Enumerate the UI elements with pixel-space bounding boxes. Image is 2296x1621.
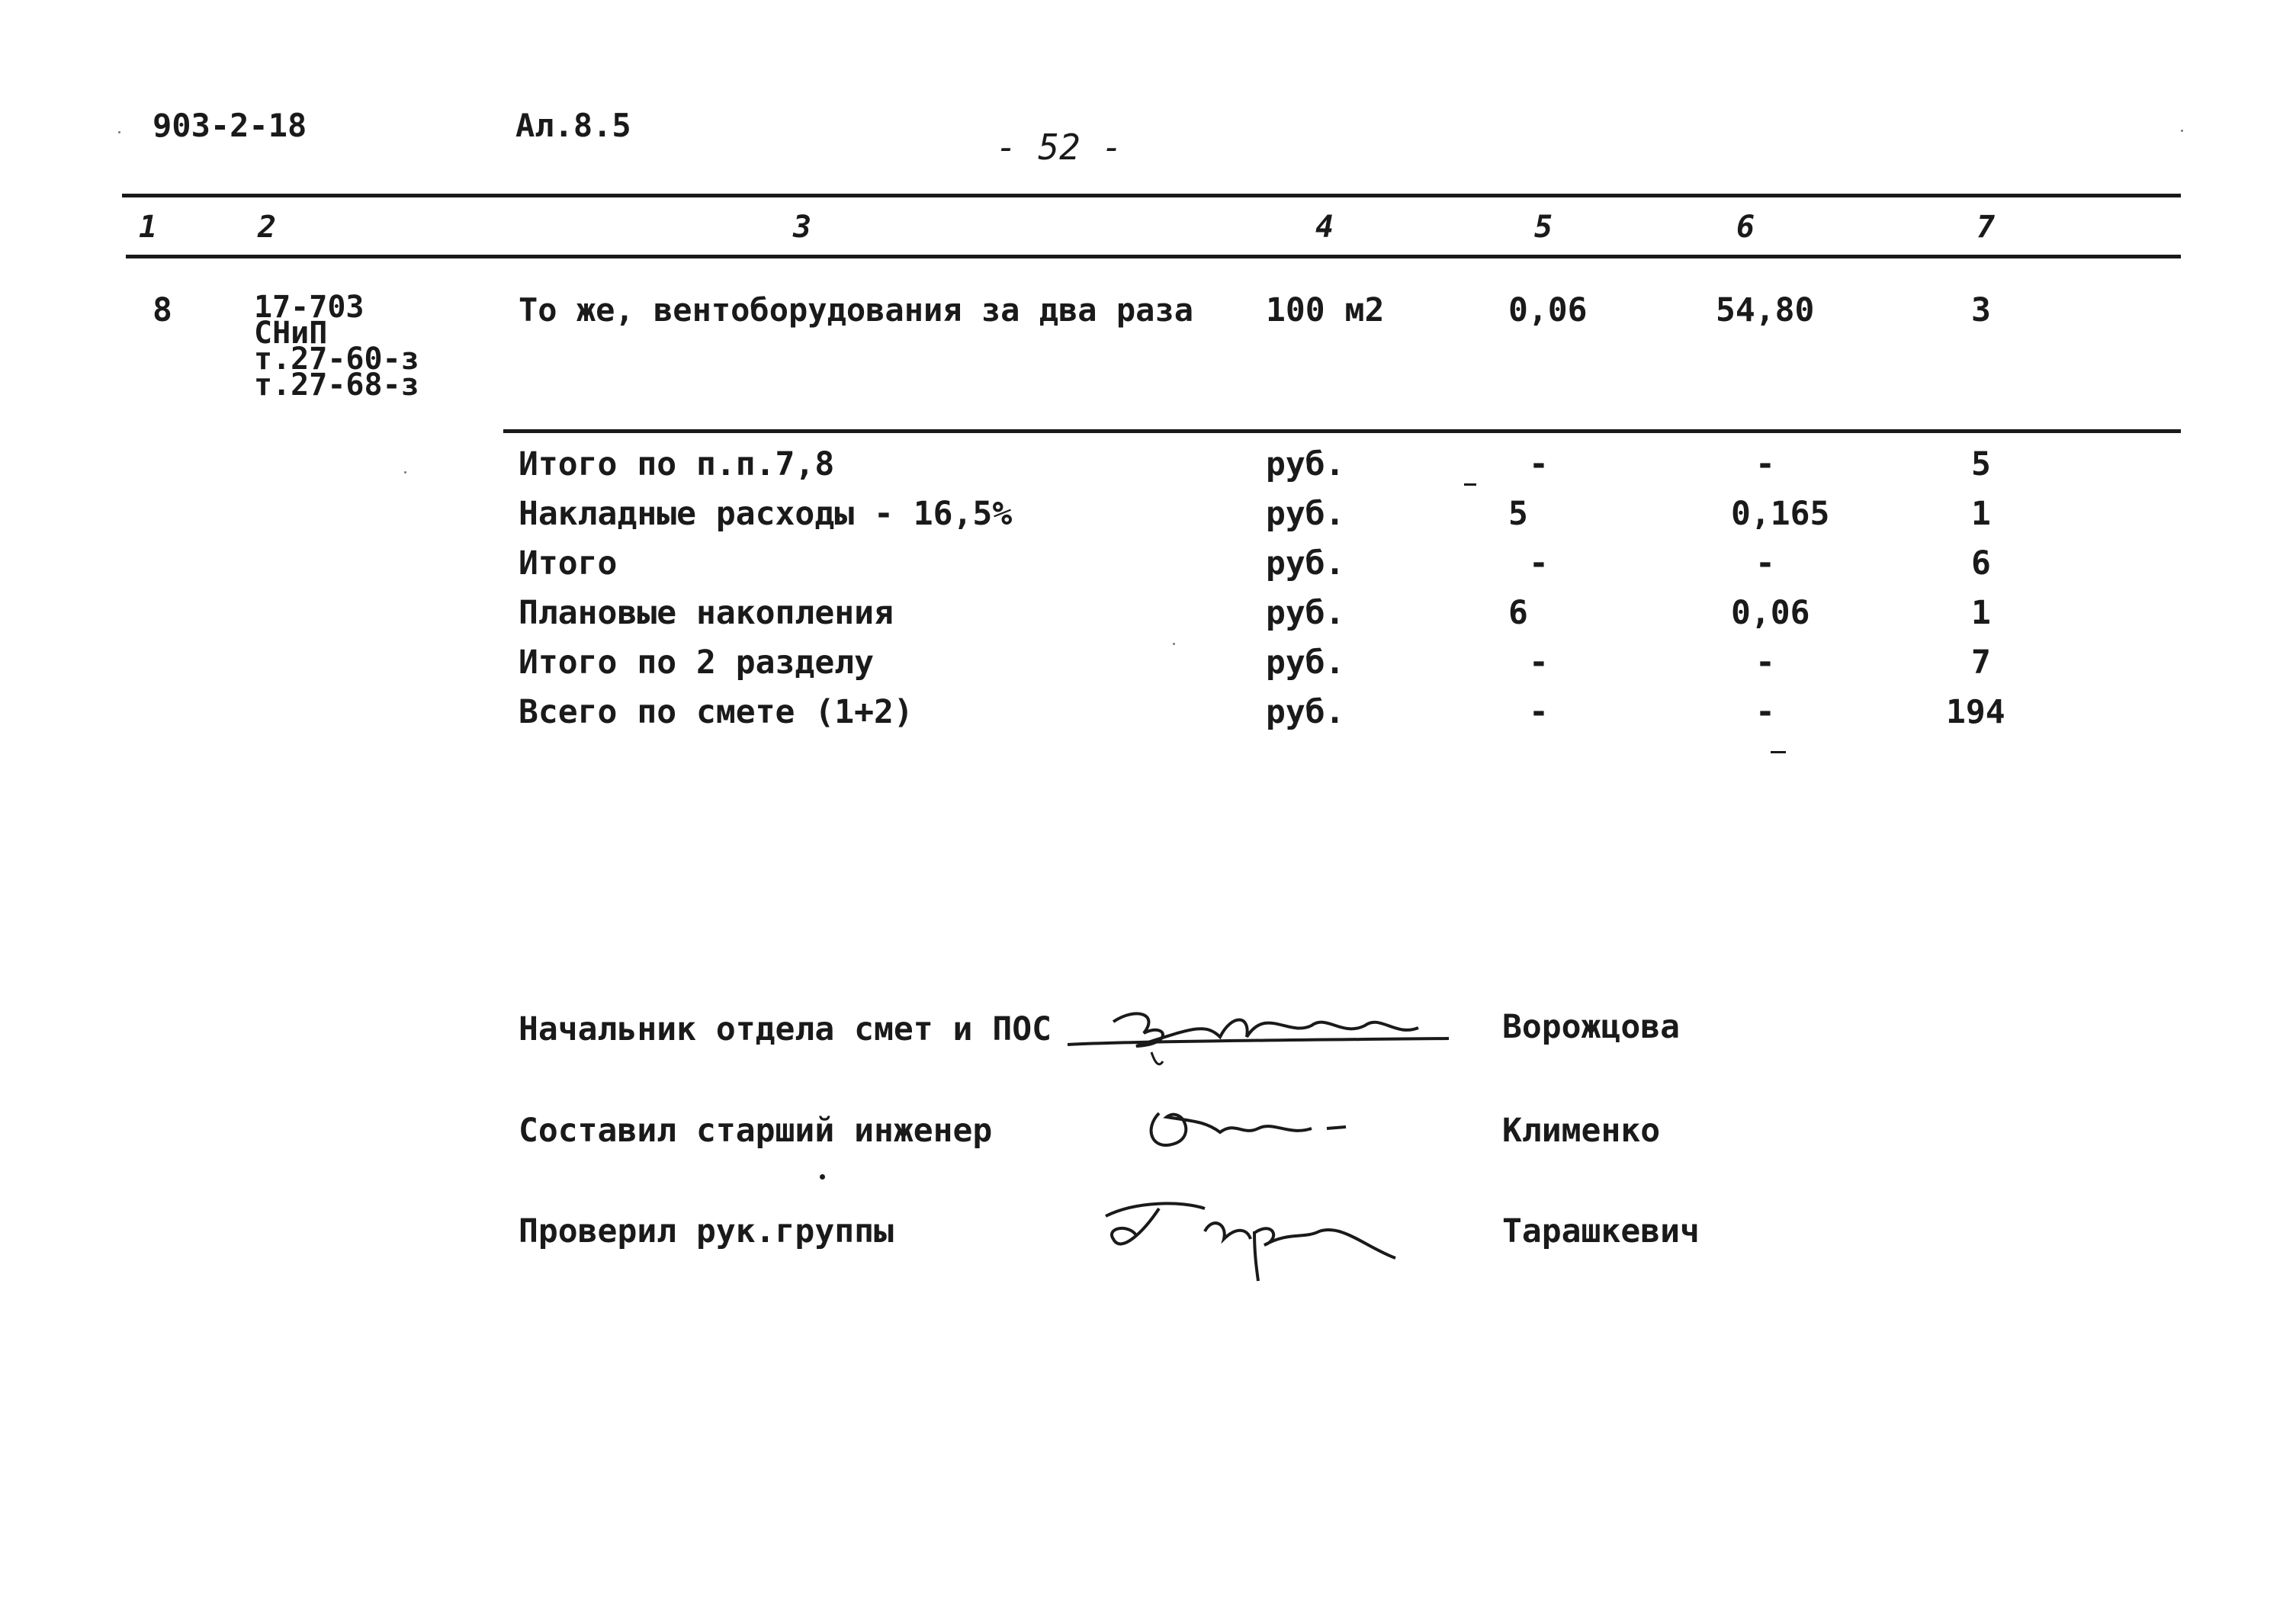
summary-col5: 6 [1508,594,1528,632]
summary-label: Накладные расходы - 16,5% [519,495,1013,533]
summary-col7: 1 [1971,495,1991,533]
summary-col7: 1 [1971,594,1991,632]
summary-col7: 6 [1971,544,1991,583]
unit-price: 54,80 [1716,291,1815,329]
column-number: 6 [1736,210,1755,245]
column-number: 1 [139,210,158,245]
summary-col6: 0,06 [1731,594,1810,632]
summary-col5: - [1529,693,1549,731]
summary-col6: - [1755,544,1775,583]
column-number: 3 [793,210,812,245]
summary-label: Итого по 2 разделу [519,644,874,682]
summary-col5: 5 [1508,495,1528,533]
summary-unit: руб. [1266,495,1345,533]
unit: 100 м2 [1266,291,1385,329]
summary-label: Всего по смете (1+2) [519,693,914,731]
quantity: 0,06 [1508,291,1588,329]
total-cost: 3 [1971,291,1991,329]
summary-unit: руб. [1266,445,1345,483]
column-number: 2 [258,210,277,245]
summary-col6: - [1755,644,1775,682]
table-top-rule [122,194,2181,197]
norm-code-line: 17-703 [254,290,364,325]
scan-speck [118,131,120,133]
summary-unit: руб. [1266,693,1345,731]
scan-speck [820,1174,825,1180]
work-name: То же, вентоборудования за два раза [519,291,1194,329]
handwritten-signature [1060,991,1456,1075]
summary-col6: 0,165 [1731,495,1830,533]
summary-label: Плановые накопления [519,594,894,632]
row-number: 8 [153,291,172,329]
summary-col5: - [1529,445,1549,483]
summary-col5: - [1529,644,1549,682]
signatory-role: Составил старший инженер [519,1112,993,1150]
column-header-rule [126,255,2181,258]
norm-code-line: т.27-60-з [254,342,419,377]
document-code: 903-2-18 [153,107,307,144]
signatory-name: Клименко [1502,1112,1661,1150]
scan-speck [404,471,406,473]
album-number: Ал.8.5 [515,107,631,144]
summary-col7: 194 [1946,693,2005,731]
column-number: 5 [1534,210,1553,245]
scan-mark [1771,751,1786,753]
norm-code [254,290,419,403]
signatory-name: Тарашкевич [1502,1212,1700,1250]
signatory-role: Проверил рук.группы [519,1212,894,1250]
scan-mark [1464,483,1476,486]
handwritten-signature [1136,1090,1365,1167]
summary-unit: руб. [1266,594,1345,632]
column-number: 4 [1315,210,1334,245]
norm-code-line: т.27-68-з [254,368,419,403]
norm-code-line: СНиП [254,316,328,351]
page-number: - 52 - [996,127,1123,168]
column-number: 7 [1976,210,1996,245]
signatory-name: Ворожцова [1502,1008,1680,1046]
handwritten-signature [1090,1186,1411,1285]
scan-speck [1173,643,1175,645]
scan-speck [2181,130,2183,132]
summary-rule [503,429,2181,433]
summary-col5: - [1529,544,1549,583]
summary-unit: руб. [1266,644,1345,682]
summary-col6: - [1755,445,1775,483]
signatory-role: Начальник отдела смет и ПОС [519,1010,1052,1048]
summary-unit: руб. [1266,544,1345,583]
summary-label: Итого [519,544,618,583]
summary-col7: 5 [1971,445,1991,483]
summary-col6: - [1755,693,1775,731]
summary-label: Итого по п.п.7,8 [519,445,835,483]
summary-col7: 7 [1971,644,1991,682]
